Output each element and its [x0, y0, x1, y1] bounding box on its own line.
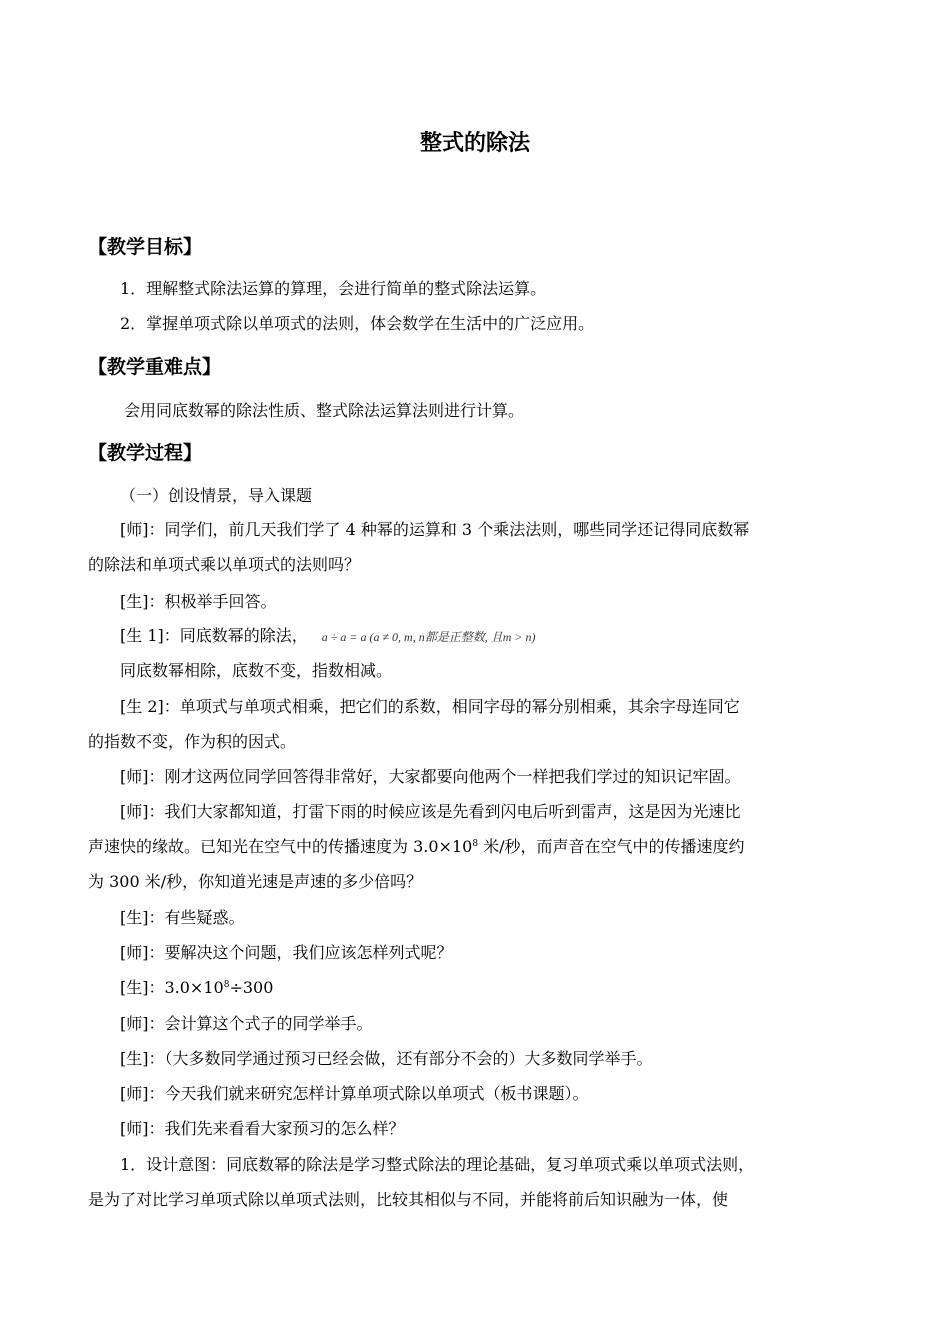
paragraph-line: [生]：积极举手回答。 — [120, 592, 277, 611]
text-segment: 声速快的缘故。已知光在空气中的传播速度为 3.0×10 — [88, 837, 473, 856]
paragraph-line — [88, 834, 745, 857]
paragraph-line: [生]：（大多数同学通过预习已经会做，还有部分不会的）大多数同学举手。 — [120, 1049, 653, 1068]
goal-item: 2．掌握单项式除以单项式的法则，体会数学在生活中的广泛应用。 — [120, 314, 595, 333]
paragraph-line: [师]：我们先来看看大家预习的怎么样？ — [120, 1119, 405, 1138]
paragraph-line: [师]：刚才这两位同学回答得非常好，大家都要向他两个一样把我们学过的知识记牢固。 — [120, 767, 741, 786]
document-title: 整式的除法 — [419, 131, 530, 156]
section-heading-key-points: 【教学重难点】 — [88, 356, 222, 378]
paragraph-line: 的除法和单项式乘以单项式的法则吗？ — [88, 555, 361, 574]
paragraph-line: [生 2]：单项式与单项式相乘，把它们的系数，相同字母的幂分别相乘，其余字母连同它 — [120, 697, 740, 716]
paragraph-line: [生]：有些疑惑。 — [120, 908, 245, 927]
exponent: 8 — [223, 980, 230, 990]
section-heading-goals: 【教学目标】 — [88, 236, 203, 258]
section-heading-process: 【教学过程】 — [88, 442, 203, 464]
subsection-title: （一）创设情景，导入课题 — [120, 486, 313, 505]
paragraph-line — [120, 623, 535, 646]
text-segment: [生]：3.0×10 — [120, 978, 224, 997]
paragraph-line: [师]：会计算这个式子的同学举手。 — [120, 1014, 373, 1033]
paragraph-line: [师]：同学们，前几天我们学了 4 种幂的运算和 3 个乘法法则，哪些同学还记得同底数幂 — [120, 520, 750, 539]
paragraph-line: 为 300 米/秒，你知道光速是声速的多少倍吗？ — [88, 872, 423, 891]
text-segment: ÷300 — [229, 978, 274, 997]
exponent: 8 — [472, 839, 479, 849]
division-formula: a ÷ a = a (a ≠ 0, m, n都是正整数, 且m > n) — [321, 630, 536, 644]
text-segment: 米/秒，而声音在空气中的传播速度约 — [478, 837, 745, 856]
goal-item: 1．理解整式除法运算的算理，会进行简单的整式除法运算。 — [120, 279, 547, 298]
paragraph-line: [师]：要解决这个问题，我们应该怎样列式呢？ — [120, 943, 453, 962]
paragraph-line — [120, 975, 273, 998]
speaker-text: [生 1]：同底数幂的除法， — [120, 626, 308, 645]
paragraph-line: 同底数幂相除，底数不变，指数相减。 — [120, 661, 393, 680]
paragraph-line: 的指数不变，作为积的因式。 — [88, 732, 297, 751]
key-points-text: 会用同底数幂的除法性质、整式除法运算法则进行计算。 — [124, 401, 525, 420]
paragraph-line: 是为了对比学习单项式除以单项式法则，比较其相似与不同，并能将前后知识融为一体，使 — [88, 1190, 729, 1209]
paragraph-line: 1．设计意图：同底数幂的除法是学习整式除法的理论基础，复习单项式乘以单项式法则， — [120, 1155, 755, 1174]
paragraph-line: [师]：我们大家都知道，打雷下雨的时候应该是先看到闪电后听到雷声，这是因为光速比 — [120, 802, 741, 821]
paragraph-line: [师]：今天我们就来研究怎样计算单项式除以单项式（板书课题）。 — [120, 1084, 589, 1103]
